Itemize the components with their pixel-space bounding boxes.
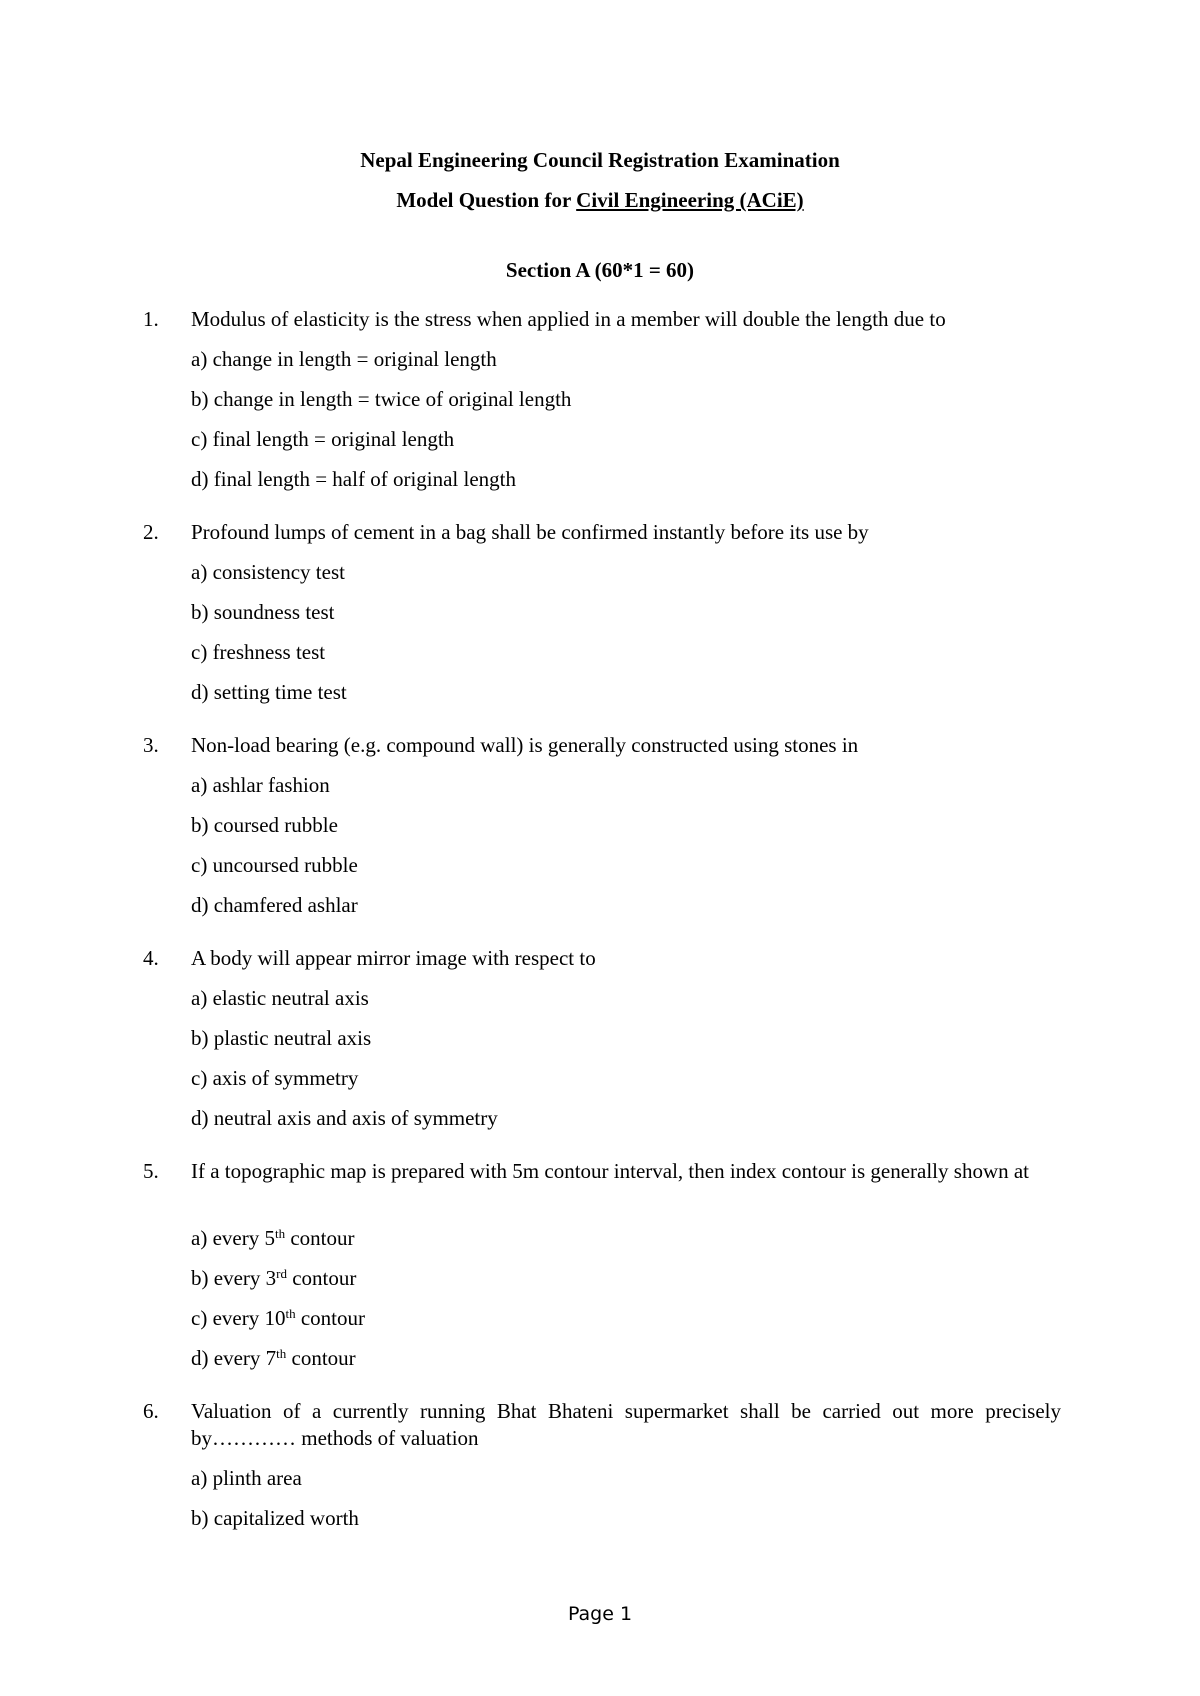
question-number: 6. [143,1399,159,1423]
answer-option: d) neutral axis and axis of symmetry [191,1106,498,1130]
question-text: Profound lumps of cement in a bag shall be confirmed instantly before its use by [191,520,869,544]
answer-option: b) plastic neutral axis [191,1026,372,1050]
answer-option: a) consistency test [191,560,345,584]
answer-option: c) axis of symmetry [191,1066,359,1090]
answer-option: a) every 5th contour [191,1226,355,1250]
question-number: 4. [143,946,159,970]
answer-option: b) coursed rubble [191,813,338,837]
answer-option: c) final length = original length [191,427,455,451]
answer-option: d) every 7th contour [191,1346,356,1370]
answer-option: c) uncoursed rubble [191,853,358,877]
subtitle-prefix: Model Question for [396,188,577,212]
section-heading: Section A (60*1 = 60) [505,258,695,282]
answer-option: b) capitalized worth [191,1506,359,1530]
answer-option: a) change in length = original length [191,347,497,371]
answer-option: c) freshness test [191,640,326,664]
question-number: 1. [143,307,159,331]
answer-option: d) chamfered ashlar [191,893,358,917]
answer-option: c) every 10th contour [191,1306,365,1330]
question-number: 5. [143,1159,159,1183]
question-text: If a topographic map is prepared with 5m contour interval, then index contour is generally shown at [191,1159,1030,1183]
exam-subtitle [0,186,1200,214]
answer-option: d) final length = half of original length [191,467,517,491]
question-text: Non-load bearing (e.g. compound wall) is generally constructed using stones in [191,733,859,757]
answer-option: b) soundness test [191,600,335,624]
question-text: Modulus of elasticity is the stress when applied in a member will double the length due to [191,307,946,331]
question-number: 3. [143,733,159,757]
answer-option: a) plinth area [191,1466,302,1490]
answer-option: b) every 3rd contour [191,1266,357,1290]
answer-option: a) ashlar fashion [191,773,330,797]
exam-title: Nepal Engineering Council Registration Examination [360,148,840,172]
question-number: 2. [143,520,159,544]
question-text: Valuation of a currently running Bhat Bhateni supermarket shall be carried out more precisely by………… methods of valuation [191,1399,1061,1450]
answer-option: b) change in length = twice of original length [191,387,572,411]
page-number: Page 1 [567,1603,633,1625]
answer-option: a) elastic neutral axis [191,986,369,1010]
subtitle-subject: Civil Engineering (ACiE) [576,188,804,212]
question-text: A body will appear mirror image with respect to [191,946,596,970]
answer-option: d) setting time test [191,680,347,704]
